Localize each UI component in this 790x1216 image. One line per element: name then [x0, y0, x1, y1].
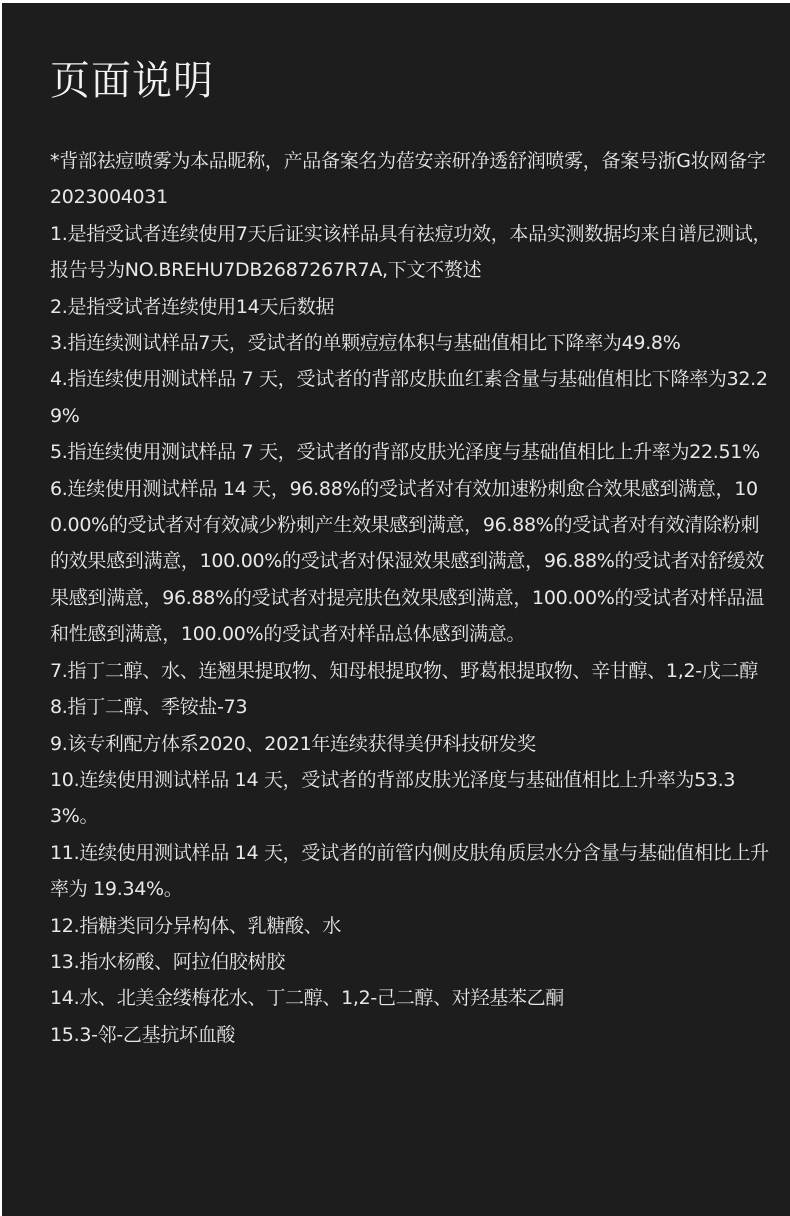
note-item: 6.连续使用测试样品 14 天，96.88%的受试者对有效加速粉刺愈合效果感到满意，100.00%的受试者对有效减少粉刺产生效果感到满意，96.88%的受试者对有效清除粉刺的效果感到满意，100.00%的受试者对保湿效果感到满意，96.88%的受试者对舒缓效果感到满意，96.88%的受试者对提亮肤色效果感到满意，100.00%的受试者对样品温和性感到满意，100.00%的受试者对样品总体感到满意。: [50, 477, 765, 646]
note-item: 11.连续使用测试样品 14 天，受试者的前管内侧皮肤角质层水分含量与基础值相比上升率为 19.34%。: [50, 841, 769, 901]
notes-list: [50, 143, 775, 1053]
note-item: *背部祛痘喷雾为本品昵称，产品备案名为蓓安亲研净透舒润喷雾，备案号浙G妆网备字2023004031: [50, 150, 766, 209]
note-item: 5.指连续使用测试样品 7 天，受试者的背部皮肤光泽度与基础值相比上升率为22.51%: [50, 441, 760, 464]
note-item: 10.连续使用测试样品 14 天，受试者的背部皮肤光泽度与基础值相比上升率为53.33%。: [50, 768, 736, 828]
note-item: 8.指丁二醇、季铵盐-73: [50, 696, 248, 719]
note-item: 13.指水杨酸、阿拉伯胶树胶: [50, 950, 286, 973]
note-item: 15.3-邻-乙基抗坏血酸: [50, 1023, 236, 1046]
disclaimer-panel: [2, 3, 790, 1216]
note-item: 9.该专利配方体系2020、2021年连续获得美伊科技研发奖: [50, 732, 536, 755]
note-item: 1.是指受试者连续使用7天后证实该样品具有祛痘功效，本品实测数据均来自谱尼测试，报告号为NO.BREHU7DB2687267R7A,下文不赘述: [50, 222, 772, 282]
note-item: 14.水、北美金缕梅花水、丁二醇、1,2-己二醇、对羟基苯乙酮: [50, 987, 564, 1010]
note-item: 3.指连续测试样品7天，受试者的单颗痘痘体积与基础值相比下降率为49.8%: [50, 332, 681, 355]
note-item: 2.是指受试者连续使用14天后数据: [50, 295, 335, 318]
note-item: 4.指连续使用测试样品 7 天，受试者的背部皮肤血红素含量与基础值相比下降率为32.29%: [50, 368, 768, 427]
page-title: 页面说明: [50, 58, 214, 104]
note-item: 7.指丁二醇、水、连翘果提取物、知母根提取物、野葛根提取物、辛甘醇、1,2-戊二醇: [50, 659, 758, 682]
note-item: 12.指糖类同分异构体、乳糖酸、水: [50, 914, 342, 937]
